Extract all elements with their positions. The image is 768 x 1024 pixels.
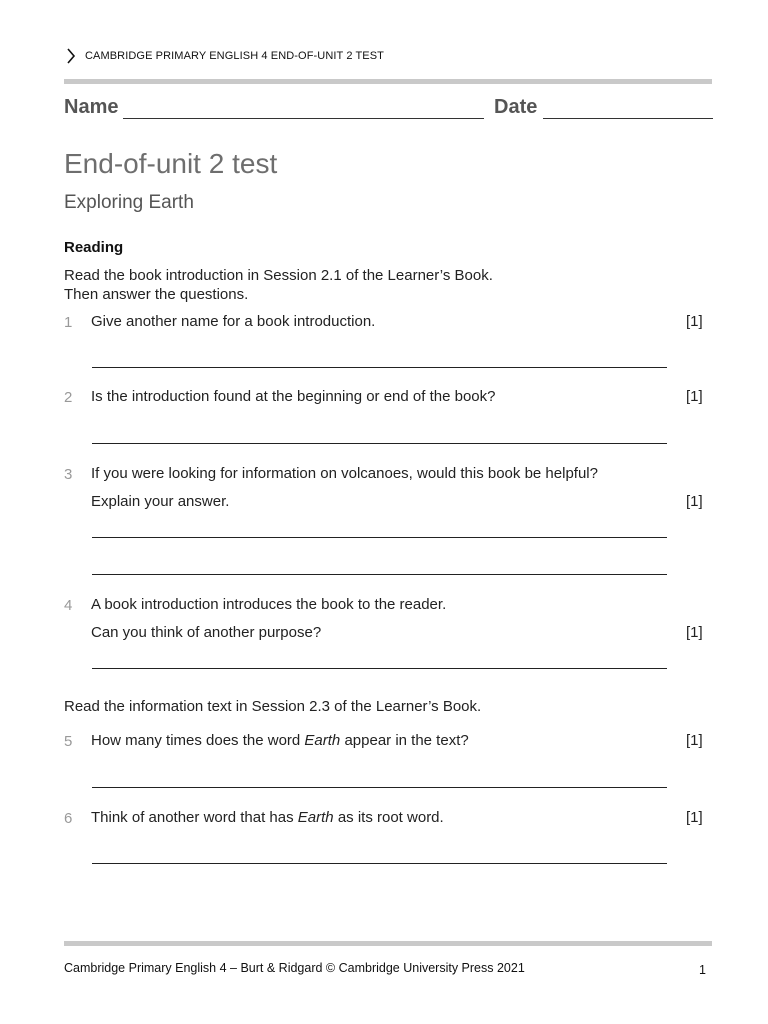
instruction-text: Then answer the questions. (64, 286, 249, 303)
answer-line[interactable] (92, 367, 667, 368)
question-text: A book introduction introduces the book to the reader. (91, 596, 447, 613)
answer-line[interactable] (92, 863, 667, 864)
answer-line[interactable] (92, 668, 667, 669)
footer-divider (64, 941, 712, 946)
question-number: 6 (64, 810, 73, 827)
question-text: Explain your answer. (91, 493, 230, 510)
answer-line[interactable] (92, 537, 667, 538)
question-number: 2 (64, 389, 73, 406)
answer-line[interactable] (92, 574, 667, 575)
question-text (91, 732, 469, 749)
question-mark: [1] (686, 732, 703, 749)
footer-credit: Cambridge Primary English 4 – Burt & Ridgard © Cambridge University Press 2021 (64, 961, 525, 975)
question-text-part: as its root word. (333, 809, 444, 826)
question-mark: [1] (686, 388, 703, 405)
question-text: Is the introduction found at the beginning or end of the book? (91, 388, 496, 405)
name-field[interactable] (123, 118, 484, 119)
page-subtitle: Exploring Earth (64, 192, 194, 213)
question-number: 3 (64, 466, 73, 483)
question-text-part: How many times does the word (91, 732, 305, 749)
question-text: Give another name for a book introduction. (91, 313, 376, 330)
running-header: CAMBRIDGE PRIMARY ENGLISH 4 END-OF-UNIT 2 TEST (85, 50, 385, 62)
answer-line[interactable] (92, 787, 667, 788)
question-mark: [1] (686, 809, 703, 826)
answer-line[interactable] (92, 443, 667, 444)
section-heading: Reading (64, 239, 124, 256)
date-field[interactable] (543, 118, 713, 119)
question-text: Can you think of another purpose? (91, 624, 322, 641)
question-text: If you were looking for information on volcanoes, would this book be helpful? (91, 465, 598, 482)
header-divider (64, 79, 712, 84)
emphasis-word: Earth (304, 732, 341, 749)
date-label: Date (494, 96, 538, 118)
emphasis-word: Earth (297, 809, 334, 826)
question-number: 4 (64, 597, 73, 614)
question-text (91, 809, 444, 826)
question-text-part: Think of another word that has (91, 809, 298, 826)
page-number: 1 (699, 963, 706, 977)
instruction-text: Read the book introduction in Session 2.1 of the Learner’s Book. (64, 267, 493, 284)
question-mark: [1] (686, 493, 703, 510)
question-mark: [1] (686, 313, 703, 330)
question-text-part: appear in the text? (340, 732, 469, 749)
question-number: 1 (64, 314, 73, 331)
question-number: 5 (64, 733, 73, 750)
question-mark: [1] (686, 624, 703, 641)
page-title: End-of-unit 2 test (64, 148, 278, 179)
instruction-text: Read the information text in Session 2.3 of the Learner’s Book. (64, 698, 482, 715)
chevron-right-icon (64, 47, 78, 65)
name-label: Name (64, 96, 119, 118)
